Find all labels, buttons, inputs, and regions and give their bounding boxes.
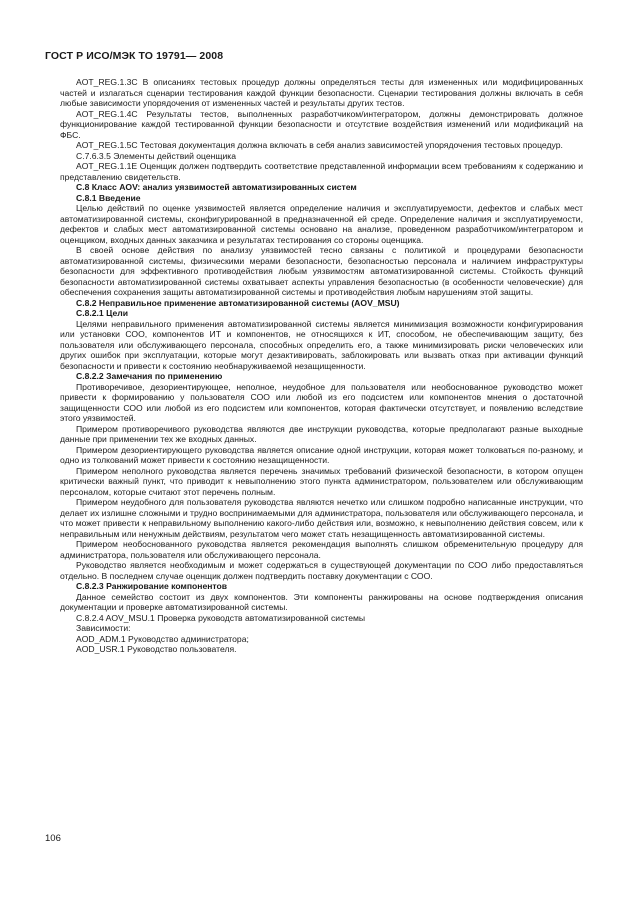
paragraph: Примером необоснованного руководства является рекомендация выполнять слишком обременительную процедуру для администратора, пользователя или обслуживающего персонала. [60, 539, 583, 560]
paragraph: Целью действий по оценке уязвимостей является определение наличия и эксплуатируемости, дефектов и слабых мест автоматизированной системы, сконфигурированной в предназначенной ей среде. Определение наличия и эксплуатируемости, дефектов и слабых мест автоматизированной системы основано на анализе, проведенном разработчиком/интегратором и оценщиком, входных данных заказчика и результатах тестирования со стороны оценщика. [60, 203, 583, 245]
section-heading: C.8.2.1 Цели [76, 308, 128, 318]
section-heading: C.8.1 Введение [76, 192, 141, 203]
section-heading: C.8.2.3 Ранжирование компонентов [76, 581, 228, 591]
paragraph: Примером противоречивого руководства являются две инструкции руководства, которые предполагают разные выходные данные при применении тех же входных данных. [60, 423, 583, 444]
paragraph: Примером дезориентирующего руководства является описание одной инструкции, которая может толковаться по-разному, и одно из толкований может привести к состоянию незащищенности. [60, 444, 583, 465]
paragraph: AOT_REG.1.1E Оценщик должен подтвердить соответствие представленной информации всем требованиям к содержанию и представлению свидетельств. [60, 161, 583, 182]
paragraph: AOD_USR.1 Руководство пользователя. [76, 644, 237, 654]
paragraph: AOT_REG.1.5C Тестовая документация должна включать в себя анализ зависимостей упорядочения тестовых процедур. [76, 140, 563, 150]
paragraph: C.8.2.4 AOV_MSU.1 Проверка руководств автоматизированной системы [76, 612, 366, 623]
section-heading: C.8 Класс AOV: анализ уязвимостей автоматизированных систем [76, 182, 357, 192]
paragraph: AOT_REG.1.4C Результаты тестов, выполненных разработчиком/интегратором, должны демонстрировать должное функционирование каждой тестированной функции безопасности и отсутствие воздействия изменений или модификаций на ФБС. [60, 108, 583, 140]
paragraph: AOD_ADM.1 Руководство администратора; [76, 633, 249, 644]
paragraph: Руководство является необходимым и может содержаться в существующей документации по СОО либо предоставляться отдельно. В последнем случае оценщик должен подтвердить поставку документации с СОО. [60, 560, 583, 581]
document-body [60, 77, 583, 655]
paragraph: Данное семейство состоит из двух компонентов. Эти компоненты ранжированы на основе подтверждения описания документации и проверке автоматизированной системы. [60, 591, 583, 612]
section-heading: C.8.2.2 Замечания по применению [76, 371, 223, 381]
paragraph: Примером неполного руководства является перечень значимых требований физической безопасности, в котором опущен критически важный пункт, что приводит к невыполнению этого пункта администратором, пользователем или обслуживающим персоналом, которые считают этот перечень полным. [60, 465, 583, 497]
page-number: 106 [45, 833, 61, 844]
document-header: ГОСТ Р ИСО/МЭК ТО 19791— 2008 [45, 50, 224, 62]
paragraph: Зависимости: [76, 623, 131, 633]
paragraph: AOT_REG.1.3C В описаниях тестовых процедур должны определяться тесты для измененных или модифицированных частей и излагаться сценарии тестирования каждой функции безопасности. Сценарии тестирования должны включать в себя любые зависимости упорядочения от измененных частей и результаты других тестов. [60, 77, 583, 108]
section-heading: C.8.2 Неправильное применение автоматизированной системы (AOV_MSU) [76, 297, 400, 308]
paragraph: C.7.6.3.5 Элементы действий оценщика [76, 150, 236, 161]
paragraph: Целями неправильного применения автоматизированной системы является минимизация возможности конфигурирования или установки СОО, компонентов ИТ и компонентов, не относящихся к ИТ, способом, не обеспечивающим защиту, без пользователя или обслуживающего персонала, способных определить его, а также минимизировать риски человеческих или других ошибок при эксплуатации, которые могут дезактивировать, заблокировать или вызвать отказ при активации функций безопасности и привести к состоянию необнаруживаемой незащищенности. [60, 318, 583, 371]
paragraph: Примером неудобного для пользователя руководства являются нечетко или слишком подробно написанные инструкции, что делает их излишне сложными и трудно воспринимаемыми для администратора, пользователя или обслуживающего персонала, и что может привести к неправильному выполнению какого-либо действия или, возможно, к невыполнению действия совсем, или к неправильным или ненужным действиям, результатом чего может стать незащищенность автоматизированной системы. [60, 497, 583, 539]
paragraph: Противоречивое, дезориентирующее, неполное, неудобное для пользователя или необоснованное руководство может привести к формированию у пользователя СОО или любой из его подсистем или компонентов мнения о достаточной защищенности СОО или любой из его подсистем или компонентов, которая фактически отсутствует, и появлению вследствие этого уязвимостей. [60, 381, 583, 423]
paragraph: В своей основе действия по анализу уязвимостей тесно связаны с политикой и процедурами безопасности автоматизированной системы, физическими мерами безопасности, безопасностью персонала и наличием инфраструктуры безопасности для эффективного противодействия любым уязвимостям автоматизированной системы. Стойкость функций безопасности автоматизированной системы охватывает аспекты управления безопасностью (в особенности человеческие) для обеспечения сохранения защиты автоматизированной системы и противодействия любым нарушениям этой защиты. [60, 245, 583, 297]
